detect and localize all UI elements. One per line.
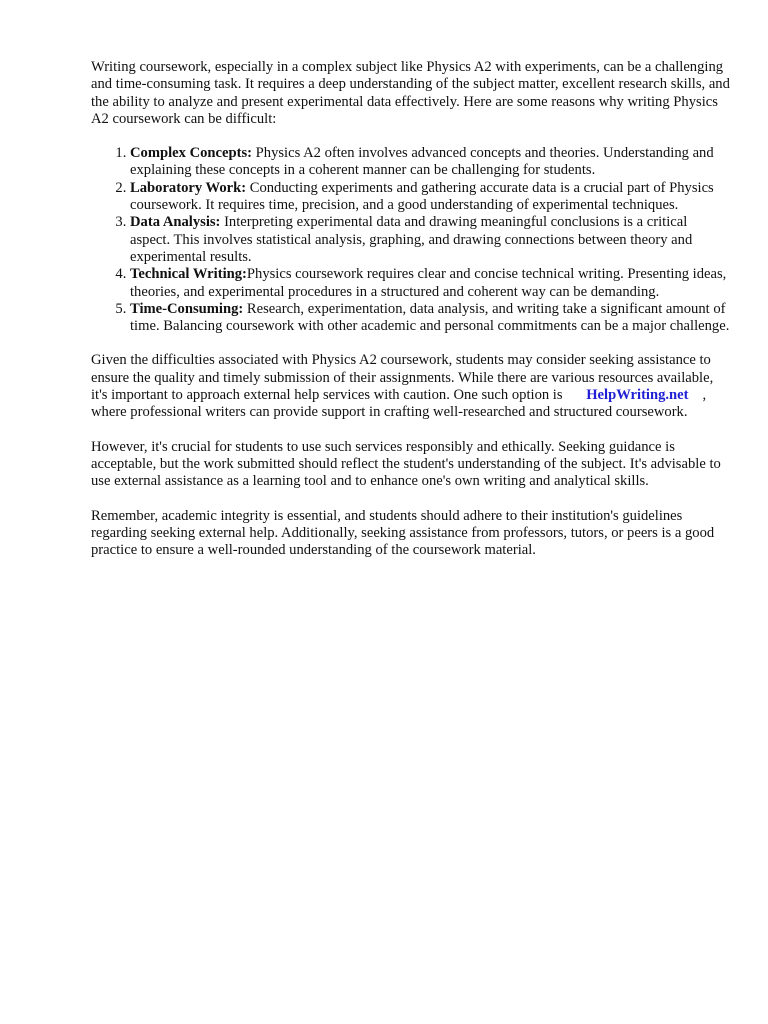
list-item-term: Technical Writing: (130, 266, 247, 283)
list-item-term: Laboratory Work: (130, 179, 247, 196)
list-item-text: Research, experimentation, data analysis, and writing take a significant amount of time. Balancing coursework with other academic and personal commitments can be a major challenge. (130, 300, 730, 335)
list-item (130, 266, 731, 301)
list-item-term: Data Analysis: (130, 214, 221, 231)
help-paragraph (91, 352, 731, 421)
responsibility-paragraph: However, it's crucial for students to use such services responsibly and ethically. Seeking guidance is acceptable, but the work submitted should reflect the student's understanding of the subject. It's advisable to use external assistance as a learning tool and to enhance one's own writing and analytical skills. (91, 438, 721, 490)
list-item-term: Time-Consuming: (130, 300, 244, 317)
list-item (130, 180, 731, 215)
helpwriting-link[interactable]: HelpWriting.net (586, 387, 689, 404)
reasons-list (91, 145, 731, 335)
list-item-text: Physics A2 often involves advanced concepts and theories. Understanding and explaining these concepts in a coherent manner can be challenging for students. (130, 145, 714, 179)
document-page (91, 59, 731, 576)
list-item-term: Complex Concepts: (130, 145, 253, 162)
list-item-text: Interpreting experimental data and drawing meaningful conclusions is a critical aspect. This involves statistical analysis, graphing, and drawing connections between theory and experimental results. (130, 214, 693, 265)
intro-paragraph: Writing coursework, especially in a complex subject like Physics A2 with experiments, can be a challenging and time-consuming task. It requires a deep understanding of the subject matter, excellent research skills, and the ability to analyze and present experimental data effectively. Here are some reasons why writing Physics A2 coursework can be difficult: (91, 59, 730, 127)
list-item (130, 145, 731, 180)
closing-paragraph: Remember, academic integrity is essential, and students should adhere to their institution's guidelines regarding seeking external help. Additionally, seeking assistance from professors, tutors, or peers is a good practice to ensure a well-rounded understanding of the coursework material. (91, 507, 715, 559)
list-item (130, 214, 731, 266)
help-paragraph-before: Given the difficulties associated with Physics A2 coursework, students may consider seeking assistance to ensure the quality and timely submission of their assignments. While there are various resources available, it's important to approach external help services with caution. One such option is (91, 352, 714, 404)
list-item-text: Conducting experiments and gathering accurate data is a crucial part of Physics coursework. It requires time, precision, and a good understanding of experimental techniques. (130, 179, 714, 214)
help-paragraph-after: , where professional writers can provide support in crafting well-researched and structured coursework. (91, 387, 707, 421)
list-item (130, 301, 731, 336)
list-item-text: Physics coursework requires clear and concise technical writing. Presenting ideas, theories, and experimental procedures in a structured and coherent way can be demanding. (130, 266, 727, 300)
